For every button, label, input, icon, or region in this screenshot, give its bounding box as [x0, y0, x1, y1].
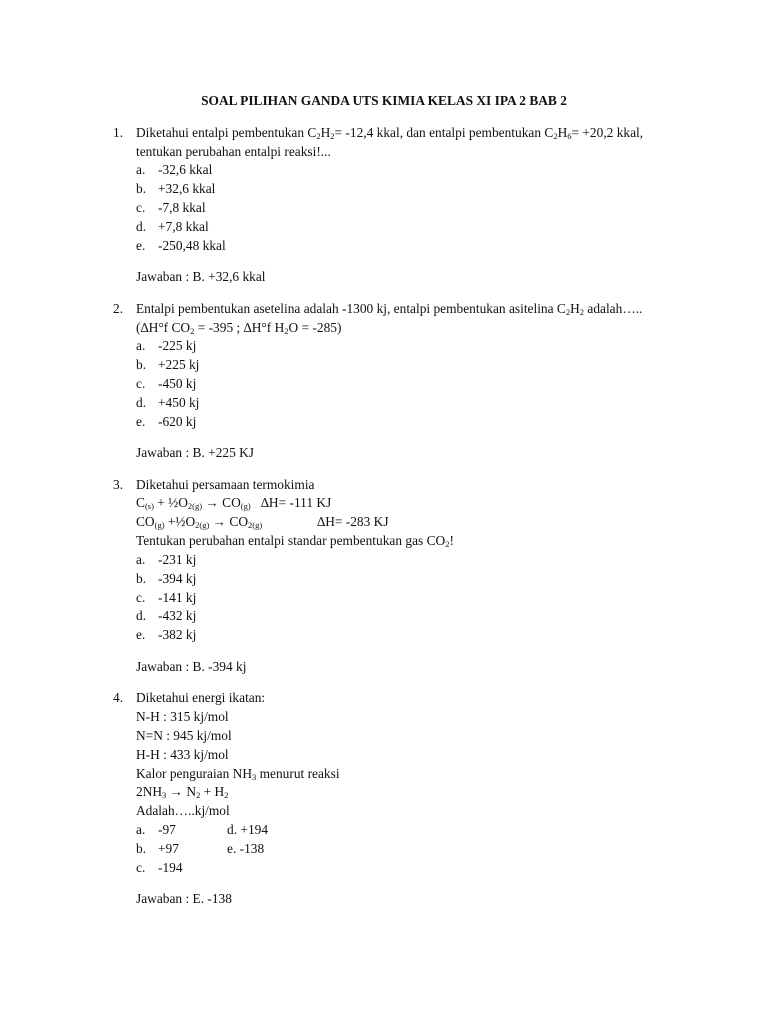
- question-text: Diketahui energi ikatan:: [136, 690, 266, 705]
- option-text: +450 kj: [158, 395, 200, 410]
- option-letter: a.: [136, 338, 146, 353]
- option-text: -382 kj: [158, 627, 197, 642]
- reaction-equation: $2NH_3 \to N_2 + H_2$: [136, 784, 229, 800]
- option-letter: c.: [136, 860, 146, 875]
- option-text: -231 kj: [158, 552, 197, 567]
- option-text: +32,6 kkal: [158, 181, 216, 196]
- answer-line: Jawaban : B. +225 KJ: [136, 445, 255, 460]
- question-number: 3.: [113, 477, 124, 492]
- option-letter: d.: [136, 608, 147, 623]
- question-text: tentukan perubahan entalpi reaksi!...: [136, 144, 331, 159]
- page-title: SOAL PILIHAN GANDA UTS KIMIA KELAS XI IPA 2 BAB 2: [201, 93, 567, 108]
- option-letter: c.: [136, 376, 146, 391]
- question-text: Entalpi pembentukan asetelina adalah -1300 kj, entalpi pembentukan asitelina $C_2H_2$ adalah…..: [136, 301, 643, 317]
- option-text: -225 kj: [158, 338, 197, 353]
- question-number: 1.: [113, 125, 124, 140]
- option-text: -32,6 kkal: [158, 162, 213, 177]
- option-text: -620 kj: [158, 414, 197, 429]
- option-letter: b.: [136, 571, 147, 586]
- option-letter: e.: [136, 414, 146, 429]
- option-letter: b.: [136, 841, 147, 856]
- option-letter: b.: [136, 181, 147, 196]
- option-text: -141 kj: [158, 590, 197, 605]
- option-letter: c.: [136, 590, 146, 605]
- option-d: d. +194: [227, 822, 269, 837]
- option-text: -250,48 kkal: [158, 238, 226, 253]
- option-letter: e.: [136, 627, 146, 642]
- answer-line: Jawaban : B. +32,6 kkal: [136, 269, 266, 284]
- option-text: +97: [158, 841, 179, 856]
- option-letter: b.: [136, 357, 147, 372]
- equation-1: $C_{(s)}$ + $\frac{1}{2}O_{2(g)} \to CO_{(g)}$ ∆H= -111 KJ: [136, 495, 332, 511]
- answer-line: Jawaban : E. -138: [136, 891, 232, 906]
- option-letter: a.: [136, 552, 146, 567]
- option-text: -394 kj: [158, 571, 197, 586]
- question-text: (∆H°f $CO_2 = -395$ ; ∆H°f $H_2O = -285$): [136, 320, 342, 336]
- question-text: Adalah…..kj/mol: [136, 803, 230, 818]
- answer-line: Jawaban : B. -394 kj: [136, 659, 247, 674]
- bond-energy-nh: N-H : 315 kj/mol: [136, 709, 229, 724]
- option-letter: d.: [136, 219, 147, 234]
- option-text: -97: [158, 822, 176, 837]
- equation-2: $CO_{(g)}$ $+\frac{1}{2}O_{2(g)} \to CO_{2(g)}$: [136, 514, 263, 530]
- option-text: -450 kj: [158, 376, 197, 391]
- option-letter: e.: [136, 238, 146, 253]
- question-text: Diketahui persamaan termokimia: [136, 477, 315, 492]
- option-text: +225 kj: [158, 357, 200, 372]
- equation-2-enthalpy: ∆H= -283 KJ: [317, 514, 389, 529]
- option-e: e. -138: [227, 841, 265, 856]
- option-letter: a.: [136, 162, 146, 177]
- option-text: -432 kj: [158, 608, 197, 623]
- option-text: -7,8 kkal: [158, 200, 206, 215]
- question-number: 2.: [113, 301, 124, 316]
- question-text: Kalor penguraian $NH_3$ menurut reaksi: [136, 766, 340, 782]
- option-text: +7,8 kkal: [158, 219, 209, 234]
- option-letter: a.: [136, 822, 146, 837]
- bond-energy-nn: N=N : 945 kj/mol: [136, 728, 232, 743]
- option-letter: d.: [136, 395, 147, 410]
- question-text: Tentukan perubahan entalpi standar pembentukan gas $CO_2$!: [136, 533, 454, 549]
- option-letter: c.: [136, 200, 146, 215]
- option-text: -194: [158, 860, 183, 875]
- question-text: Diketahui entalpi pembentukan $C_2H_2= -12,4$ kkal, dan entalpi pembentukan $C_2H_6= +20,2$ kkal,: [136, 125, 644, 141]
- question-number: 4.: [113, 690, 124, 705]
- bond-energy-hh: H-H : 433 kj/mol: [136, 747, 229, 762]
